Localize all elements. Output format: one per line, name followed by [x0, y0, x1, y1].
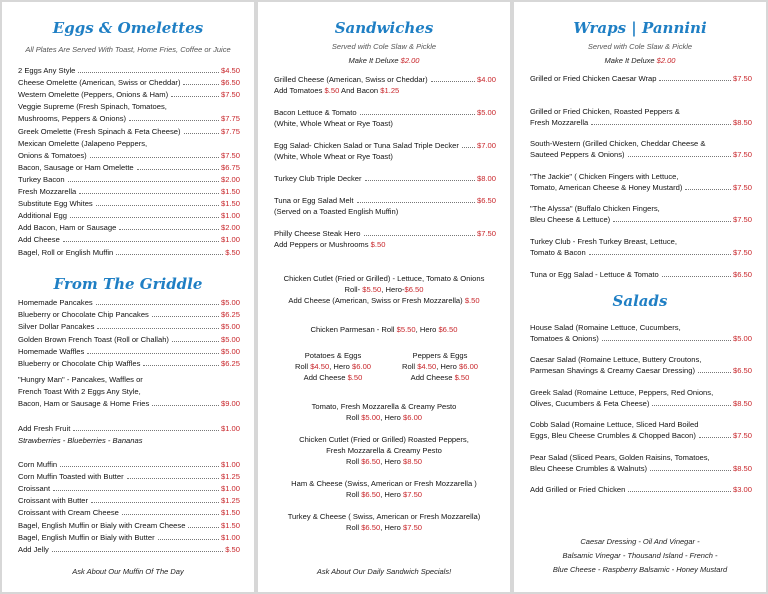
section-title-sandwiches: Sandwiches [334, 19, 434, 37]
roll-price: $6.50 [361, 490, 381, 499]
menu-item-price: $1.00 [220, 211, 240, 221]
addon-price: $.50 [347, 373, 363, 382]
menu-item-name: Cheese Omelette (American, Swiss or Cheddar) [18, 78, 181, 88]
menu-item-name: Homemade Pancakes [18, 298, 93, 307]
menu-item-name: Croissant with Butter [18, 496, 89, 506]
section-subtitle-wraps: Served with Cole Slaw & Pickle [587, 42, 693, 51]
potatoes-eggs-addon [278, 372, 388, 383]
menu-item [530, 73, 752, 84]
menu-item-name: Tomatoes & Onions) [530, 334, 599, 343]
hero-price: $6.50 [404, 285, 424, 294]
menu-item-turkey-club [274, 173, 496, 184]
menu-item-name: Chicken Parmesan - Roll [310, 325, 395, 334]
roll-label: Roll- [344, 285, 361, 294]
menu-item [18, 321, 240, 332]
menu-item-price: $1.25 [220, 496, 240, 506]
menu-item-turkey-cheese: Turkey & Cheese ( Swiss, American or Fresh Mozzarella) [287, 512, 481, 521]
menu-item [18, 297, 240, 308]
menu-item [18, 186, 240, 197]
menu-item-name: Turkey Bacon [18, 174, 65, 184]
menu-item-blt [274, 107, 496, 118]
menu-item-fresh-fruit [18, 423, 240, 434]
roll-price: $5.50 [396, 325, 416, 334]
menu-item-price: $6.50 [476, 196, 496, 205]
menu-item [18, 198, 240, 209]
turkey-cheese-prices [258, 522, 510, 533]
menu-item-price: $8.50 [732, 398, 752, 408]
menu-item-name: Tomato & Bacon [530, 248, 586, 257]
menu-item-name: Additional Egg [18, 211, 67, 221]
menu-item-name: Greek Omelette (Fresh Spinach & Feta Cheese) [18, 126, 181, 136]
menu-item-price: $5.00 [476, 108, 496, 117]
menu-item [530, 214, 752, 225]
section-subtitle-eggs: All Plates Are Served With Toast, Home Fries, Coffee or Juice [25, 45, 231, 54]
menu-item-price: $7.50 [732, 74, 752, 83]
hero-label: , Hero [380, 413, 401, 422]
menu-column-wraps-salads [514, 2, 766, 592]
menu-item-name: Blueberry or Chocolate Chip Pancakes [18, 310, 149, 320]
menu-item-price: $6.75 [220, 162, 240, 172]
grilled-cheese-addons [274, 85, 496, 96]
menu-item [18, 507, 240, 518]
menu-item-peppers-eggs: Peppers & Eggs [412, 351, 468, 360]
menu-item-name: Croissant [18, 484, 51, 494]
hero-label: , Hero- [381, 285, 405, 294]
menu-item [18, 150, 240, 161]
menu-item [18, 520, 240, 531]
menu-item-name: Mexican Omelette (Jalapeno Peppers, [18, 138, 148, 148]
menu-item-price: $7.50 [220, 150, 240, 160]
menu-item [530, 149, 752, 160]
menu-item-name: Egg Salad- Chicken Salad or Tuna Salad Triple Decker [274, 141, 459, 150]
menu-column-sandwiches [258, 2, 510, 592]
menu-item-line1: "The Alyssa" (Buffalo Chicken Fingers, [530, 204, 660, 214]
menu-item-price: $4.50 [220, 66, 240, 75]
roll-price: $5.00 [361, 413, 381, 422]
menu-item-name: Croissant with Cream Cheese [18, 508, 119, 518]
menu-item-price: $7.50 [732, 215, 752, 225]
menu-item-tomato-pesto: Tomato, Fresh Mozzarella & Creamy Pesto [311, 402, 457, 411]
menu-item-price: $1.50 [220, 199, 240, 209]
deluxe-price: $2.00 [656, 56, 676, 65]
addon-label: Add Cheese [303, 373, 346, 382]
menu-item-price: $1.00 [220, 532, 240, 542]
addon-label: Add Tomatoes [274, 86, 323, 95]
menu-item [18, 483, 240, 494]
menu-item-name: Veggie Supreme (Fresh Spinach, Tomatoes, [18, 102, 167, 112]
menu-item [530, 247, 752, 258]
cutlet-roasted-prices [258, 456, 510, 467]
menu-item-line1: South-Western (Grilled Chicken, Cheddar Cheese & [530, 139, 706, 149]
menu-item-triple-decker [274, 140, 496, 151]
menu-item-name: Golden Brown French Toast (Roll or Challah) [18, 334, 169, 344]
menu-item [530, 484, 752, 495]
menu-item-name: Olives, Cucumbers & Feta Cheese) [530, 398, 650, 408]
menu-item [530, 117, 752, 128]
sandwich-footer-note: Ask About Our Daily Sandwich Specials! [316, 567, 452, 576]
hero-price: $6.50 [438, 325, 458, 334]
menu-item-price: $5.00 [220, 322, 240, 332]
menu-item [18, 126, 240, 137]
peppers-eggs-addon [385, 372, 495, 383]
fruit-options: Strawberries - Blueberries - Bananas [18, 436, 143, 445]
roll-price: $4.50 [310, 362, 330, 371]
menu-item-name: Add Jelly [18, 544, 49, 554]
menu-item-name: Corn Muffin [18, 460, 58, 469]
hero-price: $8.50 [403, 457, 423, 466]
menu-item-potatoes-eggs: Potatoes & Eggs [304, 351, 362, 360]
menu-item-price: $7.50 [732, 150, 752, 160]
addon-price: $.50 [324, 86, 340, 95]
menu-item-tuna-melt [274, 195, 496, 206]
menu-item [18, 544, 240, 555]
menu-item-philly [274, 228, 496, 239]
deluxe-label: Make It Deluxe [348, 56, 399, 65]
menu-item-line1: Cobb Salad (Romaine Lettuce, Sliced Hard Boiled [530, 420, 699, 430]
section-title-salads: Salads [612, 292, 668, 310]
roll-label: Roll [345, 523, 360, 532]
peppers-eggs-prices [385, 361, 495, 372]
menu-item [18, 162, 240, 173]
menu-item [530, 182, 752, 193]
menu-item-price: $.50 [225, 247, 240, 257]
addon-label: Add Peppers or Mushrooms [274, 240, 369, 249]
menu-item [530, 269, 752, 280]
menu-item-cutlet-roasted: Chicken Cutlet (Fried or Grilled) Roasted Peppers, [299, 435, 469, 444]
menu-item-price: $8.50 [732, 117, 752, 127]
menu-item-price: $1.50 [220, 187, 240, 196]
menu-item-name: Bagel, English Muffin or Bialy with Butter [18, 532, 155, 542]
menu-item-price: $7.50 [732, 182, 752, 192]
menu-item-price: $7.50 [732, 248, 752, 257]
menu-item-line1: Turkey Club - Fresh Turkey Breast, Lettuce, [530, 237, 678, 246]
menu-column-eggs-griddle [2, 2, 254, 592]
hero-label: , Hero [329, 362, 350, 371]
potatoes-eggs-prices [278, 361, 388, 372]
hero-label: , Hero [380, 457, 401, 466]
menu-item [18, 334, 240, 345]
menu-item-price: $1.50 [220, 520, 240, 530]
menu-item-name: Silver Dollar Pancakes [18, 322, 95, 332]
menu-item [18, 138, 240, 149]
menu-item-line1: Greek Salad (Romaine Lettuce, Peppers, Red Onions, [530, 387, 714, 397]
hero-label: , Hero [415, 325, 437, 334]
roll-label: Roll [401, 362, 416, 371]
menu-item [18, 65, 240, 76]
menu-item-price: $7.50 [732, 431, 752, 441]
menu-item-name: Bleu Cheese Crumbles & Walnuts) [530, 463, 648, 473]
menu-item-hungry-man [18, 398, 240, 409]
cutlet-addon [258, 295, 510, 306]
deluxe-note [258, 56, 510, 65]
menu-item-line1: "The Jackie" ( Chicken Fingers with Lettuce, [530, 171, 679, 181]
menu-item-price: $.50 [225, 544, 240, 554]
menu-item-name: Fresh Mozzarella [18, 187, 77, 196]
menu-item-price: $9.00 [220, 399, 240, 408]
hero-price: $7.50 [403, 490, 423, 499]
menu-item-name: Substitute Egg Whites [18, 199, 93, 209]
menu-item [18, 358, 240, 369]
menu-item-name: Grilled or Fried Chicken Caesar Wrap [530, 74, 657, 83]
menu-item-price: $3.00 [732, 485, 752, 494]
hero-label: , Hero [380, 523, 401, 532]
menu-item-name: Add Grilled or Fried Chicken [530, 485, 626, 494]
menu-item-price: $8.00 [476, 174, 496, 183]
menu-item-name: Add Cheese [18, 235, 60, 245]
menu-item-line1: Caesar Salad (Romaine Lettuce, Buttery Croutons, [530, 355, 702, 365]
menu-item-price: $1.00 [220, 460, 240, 469]
section-title-eggs: Eggs & Omelettes [52, 19, 204, 37]
dressings-line3: Blue Cheese - Raspberry Balsamic - Honey Mustard [552, 565, 728, 574]
menu-item-name: Eggs, Bleu Cheese Crumbles & Chopped Bacon) [530, 431, 696, 441]
menu-item [530, 430, 752, 441]
section-subtitle-sandwiches: Served with Cole Slaw & Pickle [331, 42, 437, 51]
roll-label: Roll [345, 490, 360, 499]
menu-item [18, 210, 240, 221]
menu-item-name: Bagel, Roll or English Muffin [18, 247, 114, 257]
cutlet-prices [258, 284, 510, 295]
menu-item-price: $1.50 [220, 508, 240, 518]
menu-item [530, 365, 752, 376]
menu-item [18, 222, 240, 233]
menu-item-hungry-man-line1: "Hungry Man" - Pancakes, Waffles or [18, 375, 143, 384]
roll-price: $6.50 [361, 523, 381, 532]
menu-item-grilled-cheese [274, 74, 496, 85]
menu-item [18, 101, 240, 112]
addon-price: $1.25 [380, 86, 400, 95]
menu-item [18, 77, 240, 88]
menu-item-name: Western Omelette (Peppers, Onions & Ham) [18, 90, 169, 100]
menu-item [18, 309, 240, 320]
dressings-line2: Balsamic Vinegar - Thousand Island - French - [562, 551, 718, 560]
menu-item-name: Blueberry or Chocolate Chip Waffles [18, 359, 141, 368]
section-title-griddle: From The Griddle [53, 275, 203, 293]
menu-item-name: Bacon, Sausage or Ham Omelette [18, 162, 134, 172]
menu-item-line1: Grilled or Fried Chicken, Roasted Peppers & [530, 106, 680, 116]
menu-item-name: Add Bacon, Ham or Sausage [18, 223, 117, 233]
menu-item-ham-cheese: Ham & Cheese (Swiss, American or Fresh Mozzarella ) [291, 479, 477, 488]
menu-item-name: Parmesan Shavings & Creamy Caesar Dressing) [530, 366, 696, 376]
menu-item-price: $5.00 [220, 298, 240, 307]
triple-decker-note: (White, Whole Wheat or Rye Toast) [274, 152, 393, 161]
menu-item-name: Homemade Waffles [18, 346, 85, 356]
menu-item [18, 532, 240, 543]
menu-item-chicken-parmesan [258, 324, 510, 335]
menu-item [18, 247, 240, 258]
menu-item-name: Grilled Cheese (American, Swiss or Cheddar) [274, 75, 428, 84]
roll-price: $6.50 [361, 457, 381, 466]
ham-cheese-prices [258, 489, 510, 500]
menu-item [18, 174, 240, 185]
roll-label: Roll [294, 362, 309, 371]
menu-item-price: $7.75 [220, 126, 240, 136]
menu-item-price: $7.50 [220, 90, 240, 100]
menu-item-price: $7.75 [220, 114, 240, 124]
menu-item-price: $7.00 [476, 141, 496, 150]
roll-label: Roll [345, 413, 360, 422]
addon-price: $.50 [454, 373, 470, 382]
menu-item [530, 463, 752, 474]
menu-item-line1: Pear Salad (Sliced Pears, Golden Raisins, Tomatoes, [530, 452, 710, 462]
menu-item-price: $1.00 [220, 235, 240, 245]
tomato-pesto-prices [258, 412, 510, 423]
menu-item-name: Bagel, English Muffin or Bialy with Cream Cheese [18, 520, 186, 530]
cutlet-roasted-line2: Fresh Mozzarella & Creamy Pesto [326, 446, 442, 455]
menu-item-price: $8.50 [732, 463, 752, 473]
menu-item-price: $1.25 [220, 472, 240, 482]
deluxe-price: $2.00 [400, 56, 420, 65]
menu-item-name: Tuna or Egg Salad Melt [274, 196, 354, 205]
menu-item [530, 398, 752, 409]
menu-item-name: Corn Muffin Toasted with Butter [18, 472, 124, 482]
menu-item-name: Sauteed Peppers & Onions) [530, 150, 625, 160]
hero-price: $6.00 [352, 362, 372, 371]
menu-item-price: $6.25 [220, 359, 240, 368]
menu-item-name: Turkey Club Triple Decker [274, 174, 362, 183]
menu-item-price: $6.50 [732, 366, 752, 376]
menu-item [18, 234, 240, 245]
roll-label: Roll [345, 457, 360, 466]
menu-item-price: $2.00 [220, 174, 240, 184]
hero-price: $6.00 [403, 413, 423, 422]
menu-item-name: Mushrooms, Peppers & Onions) [18, 114, 127, 124]
addon-label: Add Cheese [410, 373, 453, 382]
menu-item-name: Tomato, American Cheese & Honey Mustard) [530, 182, 683, 192]
hero-label: , Hero [380, 490, 401, 499]
menu-item-price: $4.00 [476, 75, 496, 84]
menu-item [530, 333, 752, 344]
menu-item-price: $5.00 [732, 334, 752, 343]
addon-price: $.50 [464, 296, 480, 305]
hero-label: , Hero [436, 362, 457, 371]
dressings-line1: Caesar Dressing - Oil And Vinegar - [580, 537, 700, 546]
hero-price: $6.00 [459, 362, 479, 371]
menu-item-price: $5.00 [220, 334, 240, 344]
menu-item [18, 495, 240, 506]
menu-item [18, 346, 240, 357]
menu-item [18, 471, 240, 482]
menu-item-price: $6.25 [220, 310, 240, 320]
menu-item-hungry-man-line2: French Toast With 2 Eggs Any Style, [18, 387, 141, 396]
menu-item-name: Philly Cheese Steak Hero [274, 229, 361, 238]
menu-item [18, 113, 240, 124]
menu-item-name: Onions & Tomatoes) [18, 150, 87, 160]
menu-item [18, 459, 240, 470]
menu-item-name: Bacon, Ham or Sausage & Home Fries [18, 399, 150, 408]
muffin-footer-note: Ask About Our Muffin Of The Day [72, 567, 184, 576]
menu-item-price: $7.50 [476, 229, 496, 238]
deluxe-label: Make It Deluxe [604, 56, 655, 65]
addon-label: Add Cheese (American, Swiss or Fresh Mozzarella) [288, 296, 463, 305]
menu-item-name: Bacon Lettuce & Tomato [274, 108, 357, 117]
menu-item-name: Tuna or Egg Salad - Lettuce & Tomato [530, 269, 659, 279]
addon-label: And Bacon [339, 86, 379, 95]
menu-item-name: Fresh Mozzarella [530, 117, 589, 127]
menu-item-price: $1.00 [220, 424, 240, 433]
philly-addon [274, 239, 496, 250]
menu-item-price: $6.50 [220, 78, 240, 88]
deluxe-note [514, 56, 766, 65]
menu-item-price: $6.50 [732, 269, 752, 279]
hero-price: $7.50 [403, 523, 423, 532]
menu-item-price: $2.00 [220, 223, 240, 233]
roll-price: $4.50 [417, 362, 437, 371]
menu-item-name: Bleu Cheese & Lettuce) [530, 215, 611, 225]
blt-note: (White, Whole Wheat or Rye Toast) [274, 119, 393, 128]
tuna-melt-note: (Served on a Toasted English Muffin) [274, 207, 399, 216]
menu-item-name: Add Fresh Fruit [18, 424, 71, 433]
menu-item-name: 2 Eggs Any Style [18, 66, 76, 75]
cutlet-title: Chicken Cutlet (Fried or Grilled) - Lettuce, Tomato & Onions [283, 274, 485, 283]
menu-item-line1: House Salad (Romaine Lettuce, Cucumbers, [530, 323, 681, 332]
menu-item [18, 89, 240, 100]
addon-price: $.50 [370, 240, 386, 249]
roll-price: $5.50 [362, 285, 382, 294]
menu-item-price: $1.00 [220, 484, 240, 494]
menu-item-price: $5.00 [220, 346, 240, 356]
section-title-wraps: Wraps | Pannini [573, 19, 707, 37]
